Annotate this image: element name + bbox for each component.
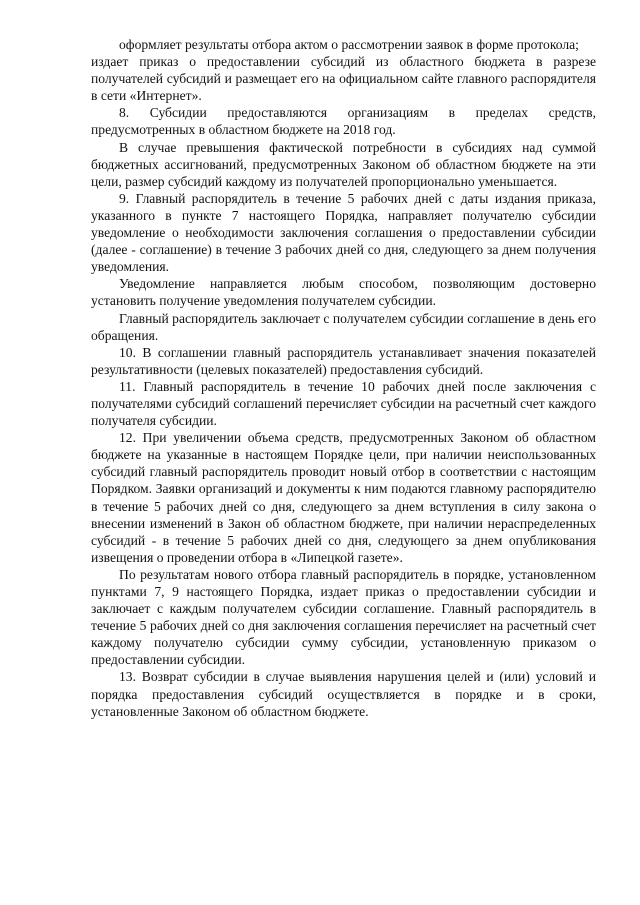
paragraph-protocol: оформляет результаты отбора актом о рассмотрении заявок в форме протокола;	[119, 37, 579, 52]
document-page	[91, 36, 596, 720]
paragraph-item-13: 13. Возврат субсидии в случае выявления нарушения целей и (или) условий и порядка предоставления субсидий осуществляется в порядке и в сроки, установленные Законом об областном бюджете.	[91, 669, 596, 719]
paragraph-item-11: 11. Главный распорядитель в течение 10 рабочих дней после заключения с получателями субсидий соглашений перечисляет субсидии на расчетный счет каждого получателя субсидии.	[91, 378, 596, 429]
paragraph-item-9-agreement: Главный распорядитель заключает с получателем субсидии соглашение в день его обращения.	[91, 310, 596, 343]
paragraph-item-10: 10. В соглашении главный распорядитель устанавливает значения показателей результативности (целевых показателей) предоставления субсидий.	[91, 344, 596, 377]
paragraph-item-9: 9. Главный распорядитель в течение 5 рабочих дней с даты издания приказа, указанного в пункте 7 настоящего Порядка, направляет получателю субсидии уведомление о необходимости заключения соглашения о предоставлении субсидии (далее - соглашение) в течение 3 рабочих дней со дня, следующего за днем получения уведомления.	[91, 190, 596, 275]
paragraph-item-8-excess: В случае превышения фактической потребности в субсидиях над суммой бюджетных ассигнований, предусмотренных Законом об областном бюджете на эти цели, размер субсидий каждому из получателей пропорционально уменьшается.	[91, 139, 596, 189]
paragraph-order-publication: издает приказ о предоставлении субсидий из областного бюджета в разрезе получателей субсидий и размещает его на официальном сайте главного распорядителя в сети «Интернет».	[91, 54, 596, 104]
paragraph-item-12: 12. При увеличении объема средств, предусмотренных Законом об областном бюджете на указанные в настоящем Порядке цели, при наличии неиспользованных субсидий главный распорядитель проводит новый отбор в соответствии с настоящим Порядком. Заявки организаций и документы к ним подаются главному распорядителю в течение 5 рабочих дней со дня, следующего за днем вступления в силу закона о внесении изменений в Закон об областном бюджете, при наличии нераспределенных субсидий - в течение 5 рабочих дней со дня, следующего за днем опубликования извещения о проведении отбора в «Липецкой газете».	[91, 430, 596, 565]
paragraph-item-8: 8. Субсидии предоставляются организациям в пределах средств, предусмотренных в областном бюджете на 2018 год.	[91, 105, 596, 138]
paragraph-item-9-notification: Уведомление направляется любым способом, позволяющим достоверно установить получение уведомления получателем субсидии.	[91, 276, 596, 309]
paragraph-item-12-new-selection: По результатам нового отбора главный распорядитель в порядке, установленном пунктами 7, 9 настоящего Порядка, издает приказ о предоставлении субсидии и заключает с каждым получателем субсидии соглашение. Главный распорядитель в течение 5 рабочих дней со дня заключения соглашения перечисляет на расчетный счет каждому получателю субсидии сумму субсидии, установленную приказом о предоставлении субсидии.	[91, 566, 596, 668]
